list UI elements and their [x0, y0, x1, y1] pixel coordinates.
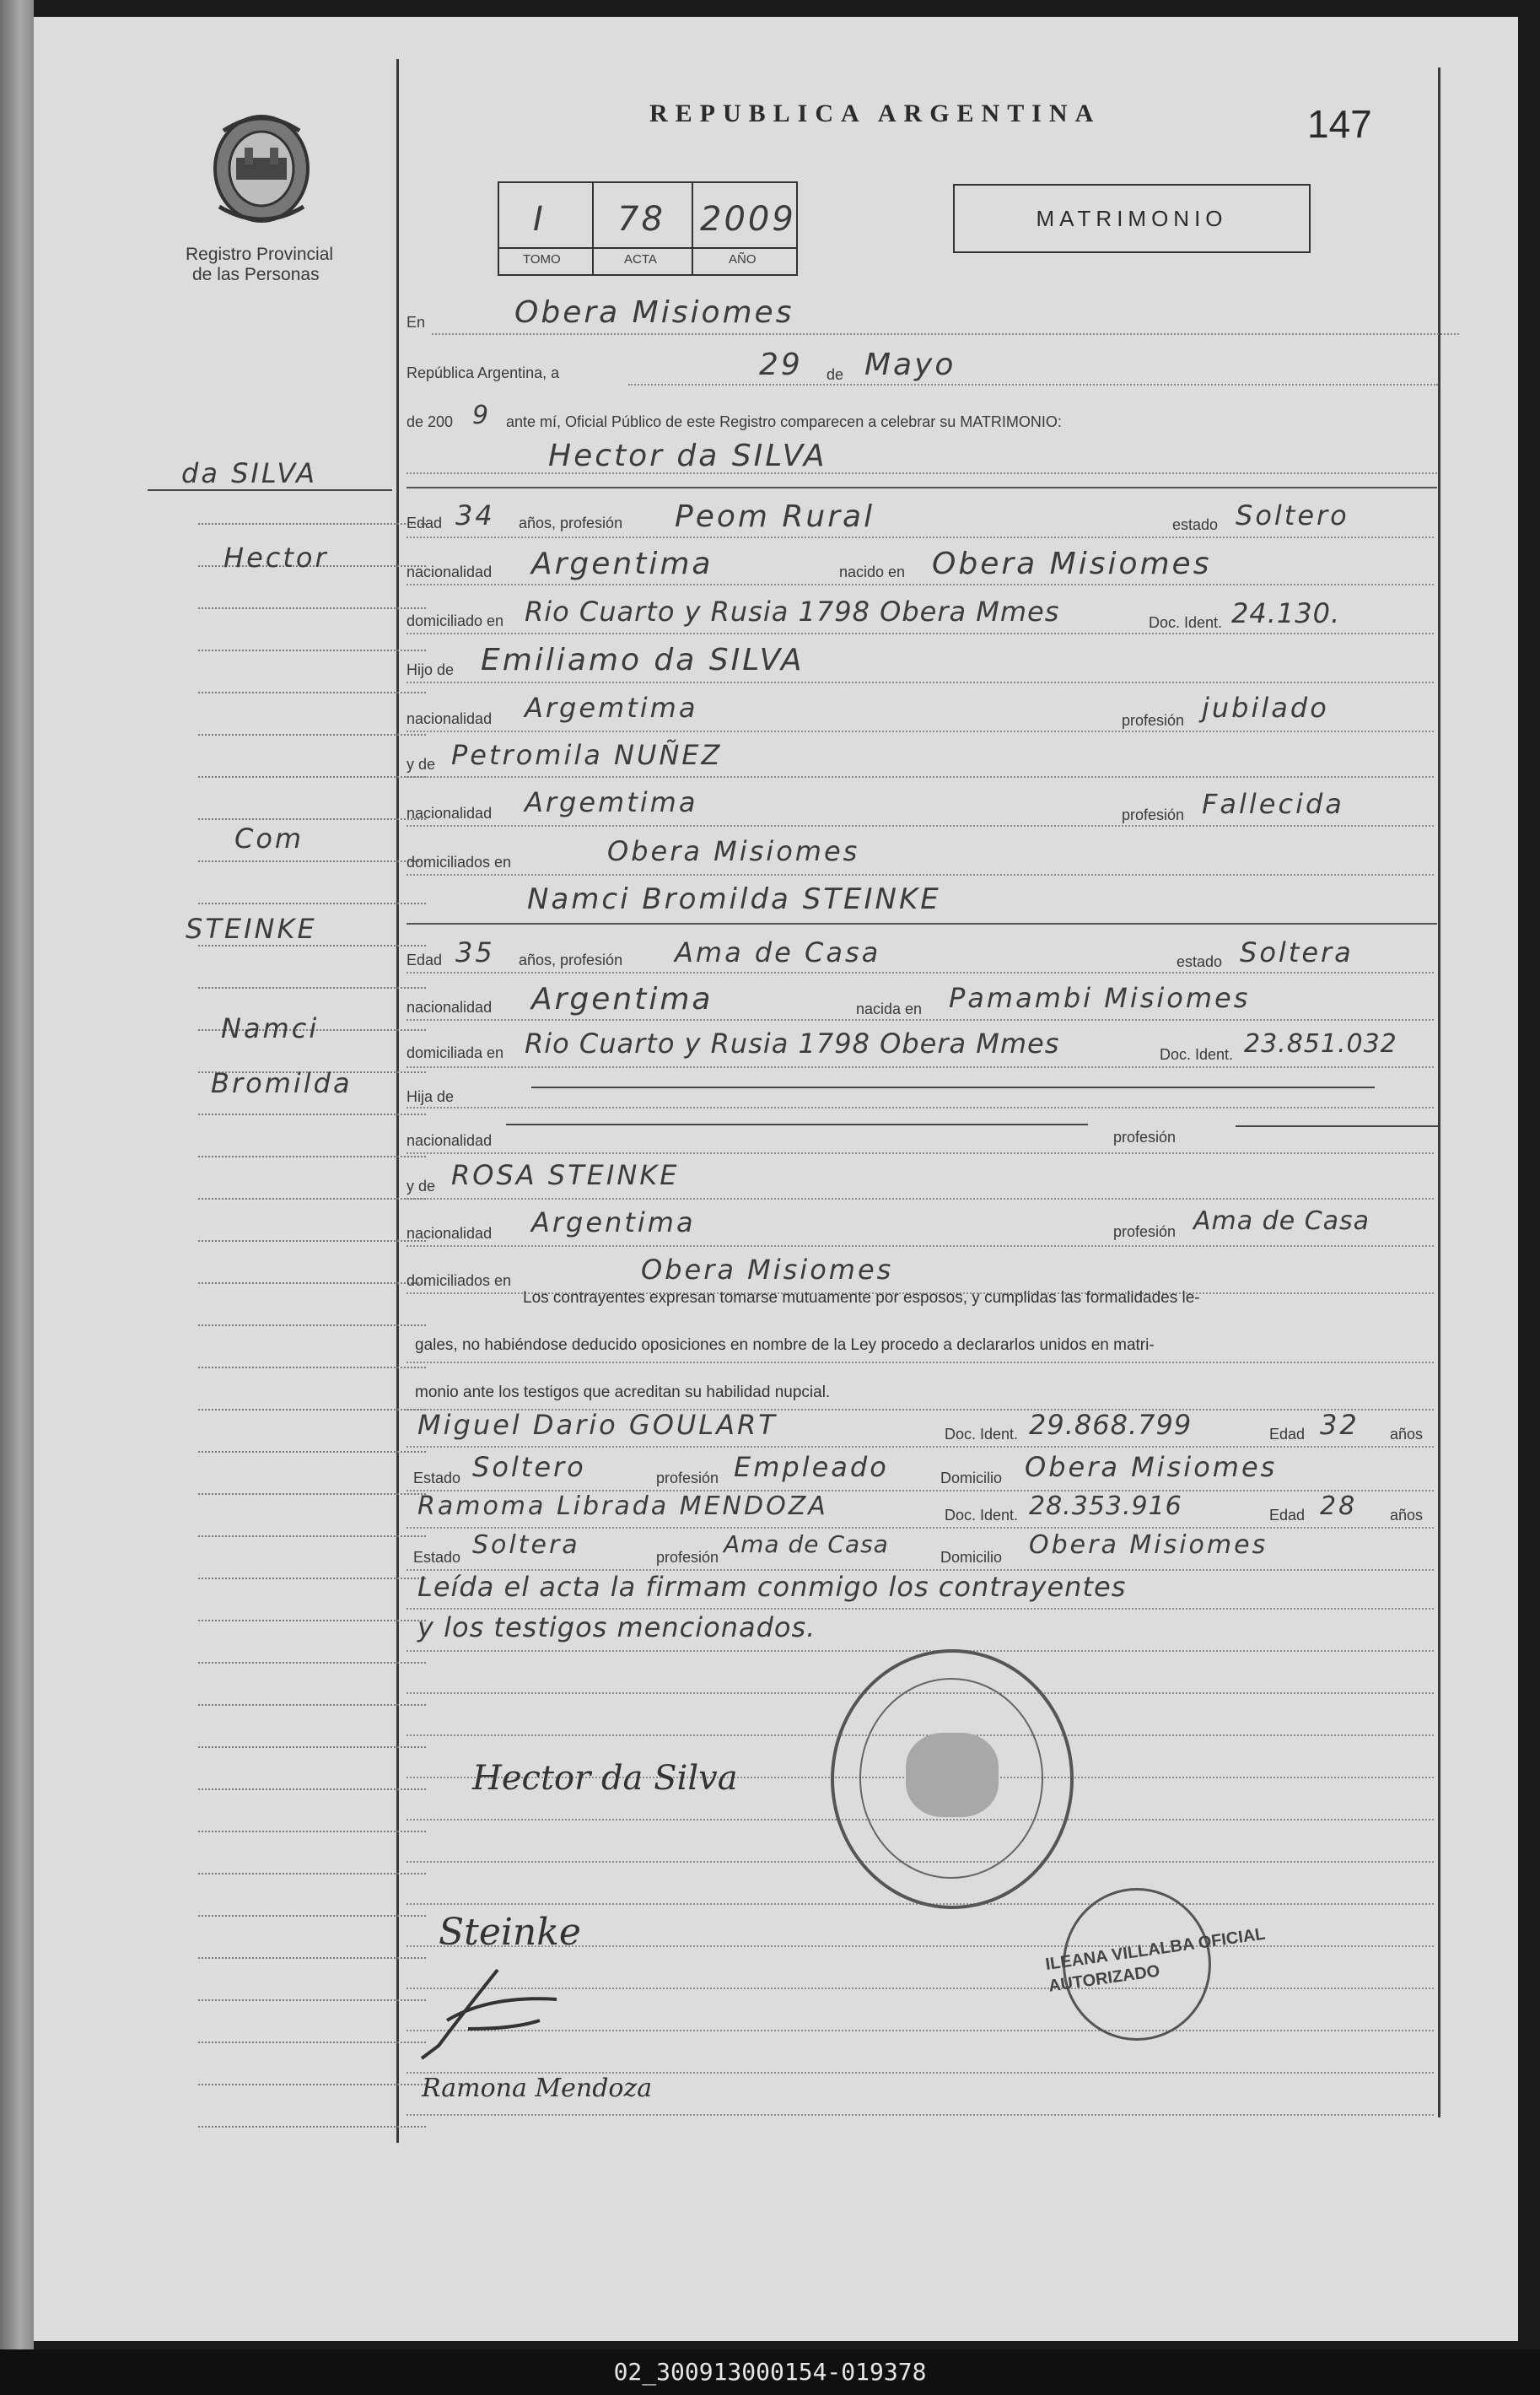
margin-conjunction: Com: [234, 823, 304, 855]
margin-groom-surname: da SILVA: [181, 457, 317, 489]
witness2-doc-label: Doc. Ident.: [945, 1507, 1019, 1524]
groom-edad: 34: [455, 499, 495, 531]
page-binding-edge: [0, 0, 34, 2395]
witness1-anos-label: años: [1390, 1426, 1424, 1443]
bride-estado: Soltera: [1240, 936, 1354, 968]
bride-doc: 23.851.032: [1244, 1029, 1397, 1059]
bride-yde-label: y de: [407, 1178, 436, 1195]
bride-dom-label: domiciliada en: [407, 1044, 504, 1061]
closing-line-1: Leída el acta la firmam conmigo los contrayentes: [417, 1571, 1127, 1603]
place-value: Obera Misiomes: [514, 295, 794, 330]
intro-text: ante mí, Oficial Público de este Registro comparecen a celebrar su MATRIMONIO:: [506, 413, 1062, 430]
witness2-edad: 28: [1320, 1491, 1358, 1521]
acta-label: ACTA: [624, 252, 657, 267]
bride-nacida-label: nacida en: [856, 1001, 923, 1017]
bride-nacionalidad: Argentima: [531, 982, 713, 1017]
groom-nacionalidad: Argentima: [531, 547, 713, 581]
groom-madre-nac-label: nacionalidad: [407, 805, 493, 822]
bride-madre-nac-label: nacionalidad: [407, 1225, 493, 1242]
row-line: [407, 1152, 1434, 1154]
witness1-prof-label: profesión: [656, 1470, 719, 1486]
witness2-estado-label: Estado: [413, 1549, 461, 1566]
year-digit: 9: [472, 401, 492, 430]
row-line: [407, 633, 1434, 634]
row-line: [407, 682, 1434, 683]
bride-hija-label: Hija de: [407, 1088, 455, 1105]
bride-padre-nac-line: [506, 1124, 1088, 1125]
margin-bride-given-2: Bromilda: [211, 1067, 353, 1099]
groom-hijo-label: Hijo de: [407, 661, 455, 678]
groom-doc-label: Doc. Ident.: [1149, 614, 1223, 631]
witness1-profesion: Empleado: [734, 1451, 889, 1483]
witness2-signature: Ramona Mendoza: [422, 2074, 653, 2103]
registry-seal: [831, 1649, 1074, 1909]
bride-edad-label: Edad: [407, 952, 443, 968]
groom-nac-label: nacionalidad: [407, 564, 493, 580]
groom-nacido-en: Obera Misiomes: [932, 547, 1212, 581]
row-line: [407, 1527, 1434, 1529]
witness1-edad: 32: [1320, 1409, 1360, 1441]
date-line: [628, 384, 1438, 386]
tomo-label: TOMO: [523, 252, 561, 267]
act-type-title: MATRIMONIO: [1036, 206, 1228, 231]
acta-value: 78: [617, 200, 665, 239]
margin-groom-given: Hector: [223, 542, 329, 574]
declaration-line-2: gales, no habiéndose deducido oposiciones en nombre de la Ley procedo a declararlos unidos en matri-: [415, 1336, 1155, 1354]
bride-estado-label: estado: [1177, 953, 1223, 970]
margin-bride-surname: STEINKE: [186, 913, 317, 945]
groom-padres-dom: Obera Misiomes: [607, 835, 860, 867]
witness2-doc: 28.353.916: [1029, 1491, 1182, 1521]
witness1-estado-label: Estado: [413, 1470, 461, 1486]
coat-of-arms-icon: [207, 105, 316, 232]
official-stamp-text: ILEANA VILLALBA OFICIAL AUTORIZADO: [1044, 1924, 1267, 1996]
groom-madre-prof-label: profesión: [1122, 806, 1185, 823]
witness2-name: Ramoma Librada MENDOZA: [417, 1491, 828, 1521]
groom-doc: 24.130.: [1231, 597, 1341, 629]
month-value: Mayo: [864, 348, 956, 382]
image-code-footer: 02_300913000154-019378: [0, 2349, 1540, 2395]
row-line: [407, 731, 1434, 732]
ano-label: AÑO: [729, 252, 757, 267]
witness2-profesion: Ama de Casa: [724, 1530, 889, 1558]
groom-domicilio: Rio Cuarto y Rusia 1798 Obera Mmes: [525, 596, 1060, 628]
bride-doc-label: Doc. Ident.: [1160, 1046, 1234, 1063]
groom-padre-nac-label: nacionalidad: [407, 710, 493, 727]
declaration-line-3: monio ante los testigos que acreditan su habilidad nupcial.: [415, 1384, 831, 1401]
row-line: [407, 1019, 1434, 1021]
bride-edad: 35: [455, 936, 495, 968]
frame-right-line: [1438, 67, 1440, 2117]
groom-padres-dom-label: domiciliados en: [407, 854, 512, 871]
bride-domicilio: Rio Cuarto y Rusia 1798 Obera Mmes: [525, 1028, 1060, 1060]
groom-madre-nac: Argemtima: [525, 786, 698, 818]
act-type-box: [953, 184, 1311, 253]
witness2-edad-label: Edad: [1269, 1507, 1306, 1524]
bride-nacida-en: Pamambi Misiomes: [949, 982, 1251, 1014]
row-line: [407, 776, 1434, 778]
bride-section-top: [407, 923, 1437, 925]
bride-madre-prof-label: profesión: [1113, 1223, 1177, 1240]
witness2-estado: Soltera: [472, 1530, 580, 1560]
witness1-estado: Soltero: [472, 1451, 586, 1483]
groom-estado-label: estado: [1172, 516, 1219, 533]
bride-padres-dom-label: domiciliados en: [407, 1272, 512, 1289]
bride-padre-prof-label: profesión: [1113, 1129, 1177, 1146]
official-stamp: [1046, 1888, 1341, 2040]
bride-prof-label: años, profesión: [519, 952, 623, 968]
row-line: [407, 825, 1434, 827]
declaration-line-1: Los contrayentes expresan tomarse mutuamente por esposos, y cumplidas las formalidades le-: [523, 1289, 1200, 1307]
witness1-dom-label: Domicilio: [940, 1470, 1003, 1486]
country-title: REPUBLICA ARGENTINA: [649, 100, 1101, 127]
bride-padres-dom: Obera Misiomes: [641, 1254, 894, 1286]
bride-profesion: Ama de Casa: [675, 936, 881, 968]
witness2-domicilio: Obera Misiomes: [1029, 1530, 1268, 1560]
bride-padre-line: [531, 1087, 1375, 1088]
witness2-dom-label: Domicilio: [940, 1549, 1003, 1566]
groom-section-top: [407, 487, 1437, 488]
row-line: [407, 972, 1434, 974]
year-prefix: de 200: [407, 413, 454, 430]
row-line: [407, 1066, 1434, 1068]
record-number-box: [498, 181, 798, 276]
day-value: 29: [759, 348, 803, 382]
witness1-name: Miguel Dario GOULART: [417, 1409, 778, 1441]
ano-value: 2009: [700, 200, 796, 239]
groom-madre: Petromila NUÑEZ: [451, 739, 723, 771]
de-label: de: [827, 366, 844, 383]
groom-profesion: Peom Rural: [675, 499, 875, 534]
groom-padre-prof: jubilado: [1202, 692, 1329, 724]
certificate-page: [34, 17, 1518, 2341]
groom-padre: Emiliamo da SILVA: [481, 643, 805, 677]
bride-madre: ROSA STEINKE: [451, 1159, 680, 1191]
registry-name-line2: de las Personas: [192, 265, 320, 284]
witness1-doc-label: Doc. Ident.: [945, 1426, 1019, 1443]
row-line: [407, 1198, 1434, 1200]
en-label: En: [407, 314, 426, 331]
place-line: [432, 333, 1459, 335]
bride-nac-label: nacionalidad: [407, 999, 493, 1016]
row-line: [407, 1608, 1434, 1610]
groom-yde-label: y de: [407, 756, 436, 773]
groom-madre-prof: Fallecida: [1202, 788, 1344, 820]
witness1-edad-label: Edad: [1269, 1426, 1306, 1443]
margin-bride-given-1: Namci: [221, 1012, 320, 1044]
row-line: [407, 584, 1434, 585]
groom-estado: Soltero: [1236, 499, 1349, 531]
row-line: [407, 1107, 1434, 1108]
groom-dom-label: domiciliado en: [407, 612, 504, 629]
groom-prof-label: años, profesión: [519, 515, 623, 531]
witness2-prof-label: profesión: [656, 1549, 719, 1566]
bride-signature: Steinke: [439, 1911, 581, 1954]
tomo-value: I: [533, 200, 546, 239]
row-line: [407, 1446, 1434, 1448]
bride-full-name: Namci Bromilda STEINKE: [527, 882, 941, 916]
groom-padre-nac: Argemtima: [525, 692, 698, 724]
witness1-doc: 29.868.799: [1029, 1409, 1193, 1441]
republica-label: República Argentina, a: [407, 364, 560, 381]
groom-nacido-label: nacido en: [839, 564, 906, 580]
bride-madre-nac: Argentima: [531, 1206, 696, 1238]
groom-edad-label: Edad: [407, 515, 443, 531]
row-line: [407, 1245, 1434, 1247]
groom-full-name: Hector da SILVA: [548, 439, 827, 473]
groom-padre-prof-label: profesión: [1122, 712, 1185, 729]
witness1-signature-icon: [388, 1961, 599, 2063]
bride-madre-prof: Ama de Casa: [1193, 1206, 1370, 1236]
row-line: [407, 537, 1434, 538]
closing-line-2: y los testigos mencionados.: [417, 1611, 816, 1643]
witness1-domicilio: Obera Misiomes: [1025, 1451, 1278, 1483]
bride-padre-nac-label: nacionalidad: [407, 1132, 493, 1149]
groom-signature: Hector da Silva: [472, 1759, 738, 1798]
registry-name-line1: Registro Provincial: [186, 245, 334, 264]
row-line: [407, 1362, 1434, 1363]
bride-padre-prof-line: [1236, 1125, 1438, 1127]
witness2-anos-label: años: [1390, 1507, 1424, 1524]
row-line: [407, 874, 1434, 876]
page-number: 147: [1307, 102, 1372, 146]
